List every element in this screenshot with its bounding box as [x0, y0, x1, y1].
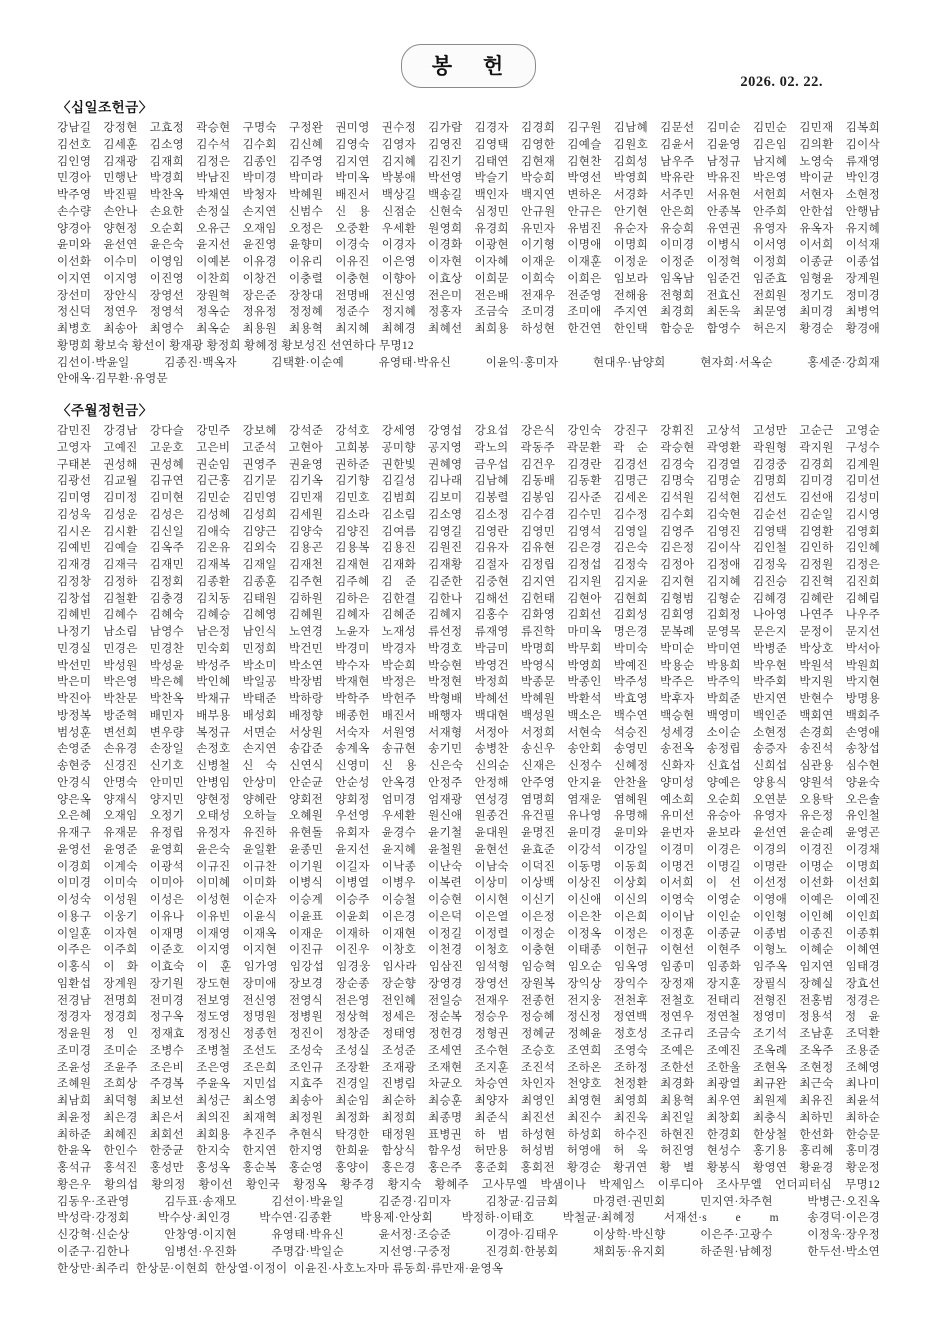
name-line: 감민진 강경남 강다슬 강민주 강보혜 강석준 강석호 강세영 강영섭 강요섭 강은식 강인숙 강진구 강휘진 고상석 고성만 고순근 고영순 [57, 425, 880, 437]
name-line: 황은우 황의섭 황의정 황이선 황인국 황정옥 황주경 황지숙 황혜주 고사무엘 박샘이나 박제임스 이루디아 조사무엘 언더피터심 무명12 [57, 1178, 880, 1191]
name-line: 나정기 남소림 남영수 남은정 남인식 노연경 노윤자 노재성 류선정 류재영 류진학 마미옥 명은경 문복례 문영목 문은지 문정이 문지선 [57, 626, 880, 638]
name-line: 김선이·박윤일 김종진·백옥자 김택환·이순예 유영태·박유신 이윤익·홍미자 현대우·남양희 현자희·서옥순 홍세준·강희재 [57, 356, 880, 369]
name-line: 유재구 유재문 유정립 유정자 유진하 유현돌 유회자 윤경수 윤기철 윤대원 윤명진 윤미경 윤미와 윤번자 윤보라 윤선연 윤순례 윤영곤 [57, 827, 880, 839]
name-line: 조윤성 조윤주 조은비 조은영 조은희 조인규 조장환 조재광 조재현 조지훈 조진석 조하온 조하정 조한선 조한울 조현옥 조현정 조혜영 [57, 1061, 880, 1074]
name-line: 한윤옥 한인수 한중균 한지숙 한지연 한지영 한희윤 함상식 함우성 허만용 허성범 허영애 허 욱 허진영 현성수 홍기용 홍리혜 홍미경 [57, 1145, 880, 1158]
name-line: 김성욱 김성운 김성은 김성혜 김성희 김세원 김소라 김소림 김소영 김소정 김수겸 김수민 김수정 김수회 김숙현 김순선 김순일 김시영 [57, 508, 880, 521]
sections [57, 98, 880, 1277]
section-heading: 〈주월정헌금〉 [57, 403, 153, 418]
name-line: 손수량 손안나 손요한 손정실 손지연 신범수 신 용 신점순 신현숙 심정민 안규원 안규은 안기현 안은희 안종복 안주희 안한섭 안행남 [57, 205, 880, 218]
section [57, 98, 880, 388]
name-line: 김동우·조관영 김두표·송재모 김선이·박윤일 김준경·김미자 김창균·김금회 마경련·권민회 민지연·차주현 박병근·오진옥 [57, 1195, 880, 1208]
name-line: 이용구 이웅기 이유나 이유빈 이윤식 이윤표 이윤회 이은경 이은덕 이은열 이은정 이은찬 이은희 이이남 이인순 이인형 이인혜 이인희 [57, 910, 880, 923]
name-line: 박선민 박성원 박성윤 박성주 박소미 박소연 박수자 박순희 박승현 박영건 박영식 박영희 박예진 박용순 박용희 박우현 박원석 박원희 [57, 659, 880, 672]
name-line: 김창섭 김철환 김충경 김치동 김태원 김하원 김하은 김한결 김한나 김해선 김헌태 김현아 김현희 김형범 김형순 김혜경 김혜란 김혜림 [57, 592, 880, 605]
name-line: 정신덕 정연우 정영석 정옥순 정유정 정정혜 정준수 정지혜 정홍자 조금숙 조미경 조미애 주지연 최경희 최돈욱 최문영 최미경 최병억 [57, 306, 880, 319]
name-line: 김광선 김교월 김규연 김근홍 김기문 김기옥 김기향 김길성 김나래 김남혜 김동배 김동환 김명근 김명숙 김명순 김명희 김미경 김미선 [57, 475, 880, 488]
name-line: 최하준 최혜진 최회선 최회용 추진주 추현식 탁경한 태정원 표병권 하 범 하성현 하성회 하수진 하현진 한경회 한상철 한선화 한승문 [57, 1128, 880, 1141]
name-line: 박은미 박은영 박은혜 박인혜 박일공 박장범 박재현 박정은 박정현 박정희 박종문 박종인 박주성 박주은 박주익 박주회 박지원 박지현 [57, 676, 880, 689]
name-line: 강남길 강정현 고효정 곽승현 구명숙 구정완 권미영 권수정 김가람 김경자 김경희 김구원 김남혜 김문선 김미순 김민순 김민재 김복희 [57, 122, 880, 134]
name-line: 정윤원 정 인 정재효 정정신 정종헌 정진이 정창준 정태영 정헌경 정형권 정혜균 정혜윤 정호성 조규리 조금숙 조기석 조남훈 조덕환 [57, 1028, 880, 1040]
name-line: 이준구·김한나 임병선·우진화 주명갑·박일순 지선영·구중정 진경희·한봉회 채회동·유지회 하준원·남혜정 한두선·박소연 [57, 1245, 880, 1258]
name-line: 김시온 김시환 김신일 김애숙 김양근 김양숙 김양진 김여름 김영길 김영란 김영민 김영석 김영일 김영주 김영진 김영택 김영환 김영회 [57, 525, 880, 538]
name-line: 송현중 신경진 신기호 신병철 신 숙 신연식 신영미 신 용 신은숙 신의순 신재은 신정수 신혜정 신화자 신효섭 신희섭 심관용 심수현 [57, 760, 880, 772]
document-content [57, 0, 880, 1277]
name-line: 이선화 이수미 이영임 이예본 이유경 이유리 이유진 이은영 이자현 이자혜 이재운 이재훈 이정운 이정준 이정혁 이정희 이종균 이종섭 [57, 256, 880, 268]
name-line: 최남희 최덕형 최보선 최성근 최소영 최송아 최순임 최순하 최승훈 최양자 최영인 최영현 최영희 최용혁 최우연 최원제 최유진 최윤석 [57, 1095, 880, 1107]
name-line: 이홍식 이 화 이효숙 이 훈 임가영 임강섭 임경웅 임사라 임삼진 임석형 임승혁 임오순 임옥영 임종미 임종화 임주옥 임지연 임태경 [57, 961, 880, 973]
name-line: 오은혜 오재임 오정기 오태성 오하늘 오혜원 우선영 우세환 원신애 원종건 유건필 유나영 유명해 유미선 유승아 유영자 유은정 유인철 [57, 810, 880, 823]
name-line: 황명희 황보숙 황선이 황재광 황정희 황혜정 황보성진 선연하다 무명12 [57, 339, 414, 352]
name-line: 이미경 이미숙 이미아 이미혜 이미화 이병식 이병열 이병우 이복련 이상미 이상백 이상진 이상회 이서희 이 선 이선정 이선화 이선회 [57, 877, 880, 890]
name-line: 박진아 박찬문 박찬옥 박채규 박태준 박하랑 박학주 박헌주 박형배 박혜선 박혜원 박환석 박효영 박후자 박희준 반지연 반현수 방명용 [57, 693, 880, 705]
name-line: 한상만·최주리 한상문·이현희 한상열·이정이 이윤진·사호노자마 류동희·류만재·윤영옥 [57, 1262, 504, 1275]
name-line: 김혜빈 김혜수 김혜숙 김혜승 김혜영 김혜원 김혜자 김혜준 김혜지 김홍수 김화영 김회선 김회성 김회영 김회정 나아영 나연주 나우주 [57, 609, 880, 622]
name-line: 전경남 전명희 전미경 전보영 전신영 전영식 전은영 전인혜 전일승 전재우 전종헌 전지웅 전천후 전철호 전태리 전형진 전홍범 정경은 [57, 994, 880, 1007]
name-line: 박성락·강정회 박수상·최인경 박수연·김종환 박용제·안상회 박정하·이태호 박철균·최혜정 서재선·s e m 송경덕·이은경 [57, 1212, 880, 1225]
name-line: 이경희 이계숙 이광석 이규진 이규찬 이기원 이길자 이낙종 이난숙 이남숙 이덕진 이동명 이동희 이명건 이명길 이명란 이명순 이명희 [57, 860, 880, 873]
name-line: 이지연 이지영 이진영 이찬희 이창건 이충렬 이충현 이향아 이효상 이희문 이희숙 이희은 임보라 임옥남 임준건 임준효 임형윤 장계원 [57, 272, 880, 285]
name-line: 임환섭 장계원 장기원 장도현 장미애 장보경 장순종 장순향 장영경 장영선 장원복 장익상 장익수 장정재 장지훈 장필식 장혜실 장효선 [57, 977, 880, 990]
name-line: 민경실 민경은 민경찬 민숙회 민정희 박건민 박경미 박경자 박경호 박금미 박명희 박무회 박미숙 박미순 박미연 박병준 박상호 박서아 [57, 642, 880, 655]
page-title: 봉 헌 [401, 44, 537, 88]
name-line: 범성훈 변선희 변우량 복정규 서면순 서상원 서숙자 서원영 서재형 서정아 서정희 서현숙 석승진 성세경 소이순 소현정 손경희 손영애 [57, 726, 880, 739]
name-line: 김정창 김정하 김정회 김종환 김종훈 김주현 김주혜 김 준 김준한 김중현 김지연 김지원 김지윤 김지현 김지혜 김진승 김진혁 김진희 [57, 575, 880, 588]
name-line: 김선호 김세훈 김소영 김수석 김수회 김신혜 김영숙 김영자 김영진 김영택 김영한 김예슬 김원호 김윤서 김윤영 김은임 김의환 김이삭 [57, 138, 880, 151]
name-line: 조미경 조미순 조병수 조병철 조선도 조성숙 조성실 조성준 조세연 조수현 조승호 조연희 조영숙 조예은 조예진 조옥례 조옥주 조용준 [57, 1044, 880, 1057]
section-heading: 〈십일조헌금〉 [57, 100, 153, 115]
name-line: 민경아 민행난 박경희 박남진 박미경 박미라 박미옥 박봉애 박선영 박슬기 박승희 박영선 박영희 박유란 박유진 박은영 박이균 박인경 [57, 172, 880, 185]
name-line: 김인영 김재광 김재희 김정은 김종인 김주영 김지연 김지혜 김진기 김태연 김현재 김현찬 김희성 남우주 남정규 남지혜 노영숙 류재영 [57, 155, 880, 168]
name-line: 최윤정 최은경 최은서 최의진 최재혁 최정원 최정화 최정희 최종명 최준식 최진선 최진수 최진욱 최진일 최창회 최충식 최하민 최하순 [57, 1111, 880, 1124]
name-line: 박주영 박진필 박찬옥 박채연 박청자 박혜원 배진서 백상길 백송길 백인자 백지연 변하온 서경화 서주민 서유현 서헌희 서현자 소현정 [57, 189, 880, 201]
name-line: 양경아 양현정 오순회 오유근 오재임 오정은 오중환 우세환 원영희 유경희 유민자 유범진 유순자 유승희 유연권 유영자 유옥자 유지혜 [57, 222, 880, 235]
name-line: 고영자 고예진 고운호 고은비 고준석 고현아 고희봉 공미향 공지영 곽노의 곽동주 곽문환 곽 순 곽승현 곽영환 곽원형 곽지원 구성수 [57, 441, 880, 454]
name-line: 최병호 최송아 최영수 최옥순 최용원 최용혁 최지혜 최혜경 최혜선 최희용 하성현 한건연 한인택 함승운 함영수 허은지 황경순 황경애 [57, 323, 880, 335]
name-line: 양은옥 양재식 양지민 양현정 양혜란 양회전 양회정 엄미경 엄재광 연성경 염명희 염재운 염혜원 예소희 오순희 오연분 오용탁 오은솔 [57, 793, 880, 806]
name-line: 구태본 권성해 권성혜 권순임 권영주 권윤영 권하준 권한빛 권혜영 금우섭 김건우 김경란 김경선 김경숙 김경열 김경중 김경희 김계원 [57, 458, 880, 471]
name-line: 정경자 정경희 정구옥 정도영 정명원 정병원 정상혁 정세은 정순복 정승우 정승혜 정신정 정연백 정연우 정연철 정영미 정용석 정 윤 [57, 1011, 880, 1024]
name-line: 이주은 이주희 이준호 이지영 이지현 이진규 이진우 이창호 이천경 이청호 이충현 이태종 이헌규 이현선 이현주 이형노 이혜순 이혜연 [57, 944, 880, 957]
name-line: 안경식 안명숙 안미민 안병임 안상미 안순균 안순성 안옥경 안정주 안정해 안주영 안지윤 안찬율 양미성 양예은 양용식 양원석 양윤숙 [57, 776, 880, 789]
document-date: 2026. 02. 22. [740, 74, 823, 90]
name-line: 손영준 손유경 손장일 손정호 손지연 송갑준 송계옥 송규현 송기민 송병찬 송신우 송안회 송영민 송전옥 송정립 송증자 송진석 송창섭 [57, 743, 880, 756]
name-line: 장선미 장안식 장영선 장원혁 장은준 장창대 전명배 전신영 전은미 전은배 전재우 전준영 전해융 전형희 전효신 전희원 정기도 정미경 [57, 289, 880, 302]
name-line: 김예빈 김예슬 김옥주 김온유 김외숙 김용곤 김용복 김용진 김원진 김유자 김유현 김은경 김은숙 김은정 김이삭 김인철 김인하 김인혜 [57, 542, 880, 555]
section [57, 401, 880, 1277]
name-line: 신강혁·신순상 안창영·이지현 유영태·박유신 윤서정·조승준 이경아·김태우 이상학·박신향 이은주·고광수 이정욱·장우정 [57, 1229, 880, 1241]
name-line: 방정복 방준혁 배민자 배부용 배성회 배정향 배종헌 배진서 배행자 백대현 백성원 백소은 백수연 백승현 백영미 백인준 백회연 백회주 [57, 709, 880, 722]
name-line: 김미영 김미정 김미현 김민순 김민영 김민재 김민호 김범희 김보미 김봉렬 김봉임 김사준 김세온 김석원 김석현 김선도 김선애 김성미 [57, 492, 880, 504]
name-line: 윤미와 윤선연 윤은숙 윤지선 윤진영 윤향미 이경숙 이경자 이경화 이광현 이기형 이명애 이명희 이미경 이병식 이서영 이서희 이석재 [57, 239, 880, 252]
name-line: 김재경 김재극 김재민 김재복 김재일 김재천 김재현 김재화 김재황 김절자 김정립 김정섭 김정숙 김정아 김정애 김정욱 김정원 김정은 [57, 559, 880, 571]
name-line: 이일훈 이자현 이재명 이재영 이재옥 이재운 이재하 이재현 이정길 이정렬 이정순 이정옥 이정은 이정훈 이종균 이종범 이종진 이종휘 [57, 927, 880, 940]
name-line: 윤영선 윤영준 윤영희 윤은숙 윤일환 윤종민 윤지선 윤지혜 윤철원 윤현선 윤효준 이강석 이강일 이경미 이경은 이경의 이경진 이경채 [57, 843, 880, 856]
name-line: 안애옥·김무환·유영문 [57, 373, 168, 386]
name-line: 이성숙 이성원 이성은 이성현 이순자 이승계 이승주 이승철 이승현 이시현 이신기 이신애 이신의 이영숙 이영순 이영애 이예은 이예진 [57, 894, 880, 906]
name-line: 홍석규 홍석진 홍성만 홍성옥 홍순복 홍순영 홍양이 홍은경 홍은주 홍준회 홍회전 황경순 황귀연 황 별 황봉식 황영연 황윤경 황운정 [57, 1162, 880, 1174]
name-line: 조혜원 조희상 주경복 주윤옥 지민섭 지효주 진경일 진병림 차균오 차승연 차인자 천양호 천정환 최경화 최광열 최규완 최근숙 최나미 [57, 1078, 880, 1091]
